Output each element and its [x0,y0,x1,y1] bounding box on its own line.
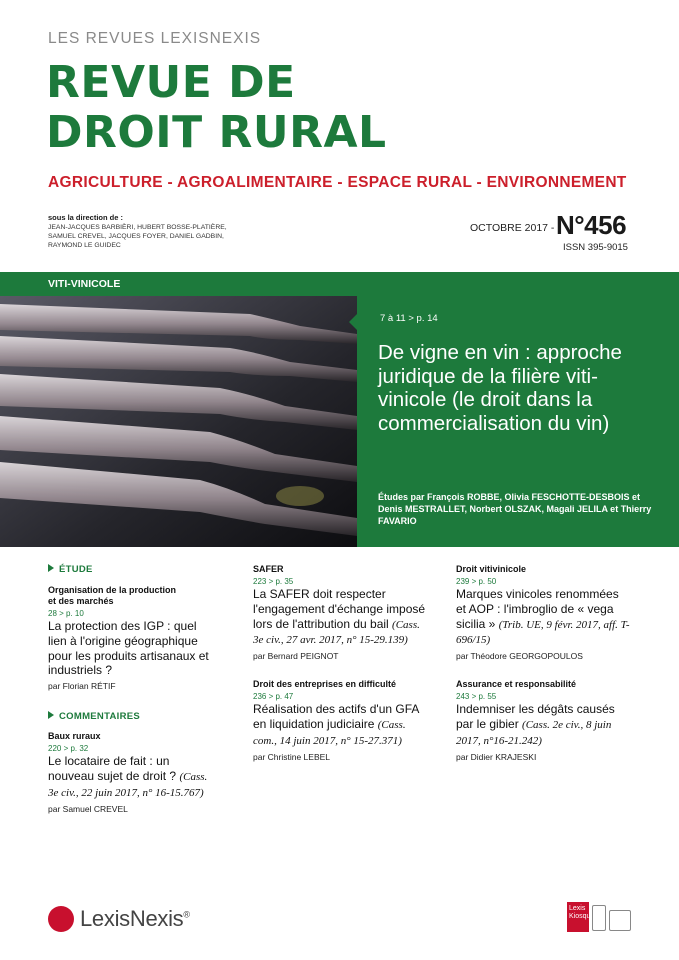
article-title-text: La SAFER doit respecter l'engagement d'échange imposé lors de l'attribution du bail [253,587,426,631]
article-title [253,587,428,648]
article-ref: 239 > p. 50 [456,577,497,586]
phone-icon [592,905,606,931]
article-heading: Droit des entreprises en difficulté [253,679,397,690]
article-author: par Samuel CREVEL [48,803,128,814]
feature-authors: Études par François ROBBE, Olivia FESCHOTTE-DESBOIS et Denis MESTRALLET, Norbert OLSZAK, Magali JELILA et Thierry FAVARIO [378,492,652,526]
article-citation: (Cass. 2e civ., 8 juin 2017, n°16-21.242) [456,718,612,747]
article-title: La protection des IGP : quel lien à l'origine géographique pour les produits artisanaux et industriels ? [48,619,209,678]
article-heading-line: et des marchés [48,596,114,606]
article-title-text: Le locataire de fait : un nouveau sujet de droit ? [48,754,177,783]
article-title [48,754,218,800]
category-label: ÉTUDE [59,564,93,575]
article-ref: 236 > p. 47 [253,692,294,702]
triangle-icon [48,711,54,719]
article-ref: 243 > p. 55 [456,692,497,702]
article-heading [48,585,218,607]
article-ref: 220 > p. 32 [48,744,89,754]
column-2 [253,564,428,762]
tablet-icon [609,910,631,931]
article-heading: Assurance et responsabilité [456,679,577,690]
article-title-text: Réalisation des actifs d'un GFA en liquidation judiciaire [253,702,419,731]
article-heading: SAFER [253,564,284,574]
category-label: COMMENTAIRES [59,711,141,723]
article-title [253,702,428,748]
article-citation: (Cass. 3e civ., 22 juin 2017, n° 16-15.767) [48,770,208,799]
article-title [456,587,631,648]
article-author: par Florian RÉTIF [48,681,116,692]
title-line-2: DROIT RURAL [46,107,387,158]
category-etude [48,564,218,575]
article-author: par Didier KRAJESKI [456,751,537,762]
article-author: par Christine LEBEL [253,751,331,762]
article-title-text: Marques vinicoles renommées et AOP : l'imbroglio de « vega sicilia » [456,587,619,631]
title-line-1: REVUE DE [46,57,296,108]
section-tag: VITI-VINICOLE [0,272,357,296]
logo-name: LexisNexis [80,906,184,931]
feature-page-ref: 7 à 11 > p. 14 [380,313,438,324]
feature-title: De vigne en vin : approche juridique de la filière viti-vinicole (le droit dans la commercialisation du vin) [378,341,622,435]
direction-names [48,224,238,250]
triangle-icon [48,564,54,572]
direction-label: sous la direction de : [48,213,124,222]
article-author: par Bernard PEIGNOT [253,651,339,662]
article-heading: Droit vitivinicole [456,564,527,574]
direction-names-line: RAYMOND LE GUIDEC [48,241,121,249]
article-title-text: Indemniser les dégâts causés par le gibier [456,702,615,731]
direction-names-line: SAMUEL CREVEL, JACQUES FOYER, DANIEL GADBIN, [48,232,224,240]
issn: ISSN 395-9015 [563,242,628,253]
article-citation: (Trib. UE, 9 févr. 2017, aff. T-696/15) [456,618,630,647]
article-heading: Baux ruraux [48,731,101,742]
publisher-name: LES REVUES LEXISNEXIS [48,30,262,47]
article-author: par Théodore GEORGOPOULOS [456,651,583,662]
lexis-kiosque-badge: Lexis Kiosque [567,902,589,932]
pointer-notch [349,313,358,331]
issue-number: N°456 [556,210,627,240]
category-commentaires [48,711,218,722]
lexisnexis-logo-text [80,906,190,932]
lexisnexis-logo-icon [48,906,74,932]
issue-date: OCTOBRE 2017 - [470,222,555,234]
wine-bottles-illustration [0,296,357,547]
column-1 [48,564,218,814]
article-ref: 223 > p. 35 [253,577,294,586]
trademark-sign: ® [183,909,190,920]
direction-names-line: JEAN-JACQUES BARBIÈRI, HUBERT BOSSE-PLATIÈRE, [48,224,227,231]
journal-subtitle: AGRICULTURE - AGROALIMENTAIRE - ESPACE RURAL - ENVIRONNEMENT [48,174,627,191]
wine-bottles-photo [0,296,357,547]
article-ref: 28 > p. 10 [48,609,84,618]
article-citation: (Cass. 3e civ., 27 avr. 2017, n° 15-29.139) [253,618,420,647]
column-3 [456,564,631,762]
journal-title [46,58,387,158]
article-title [456,702,631,748]
article-heading-line: Organisation de la production [48,585,177,595]
article-citation: (Cass. com., 14 juin 2017, n° 15-27.371) [253,718,406,747]
